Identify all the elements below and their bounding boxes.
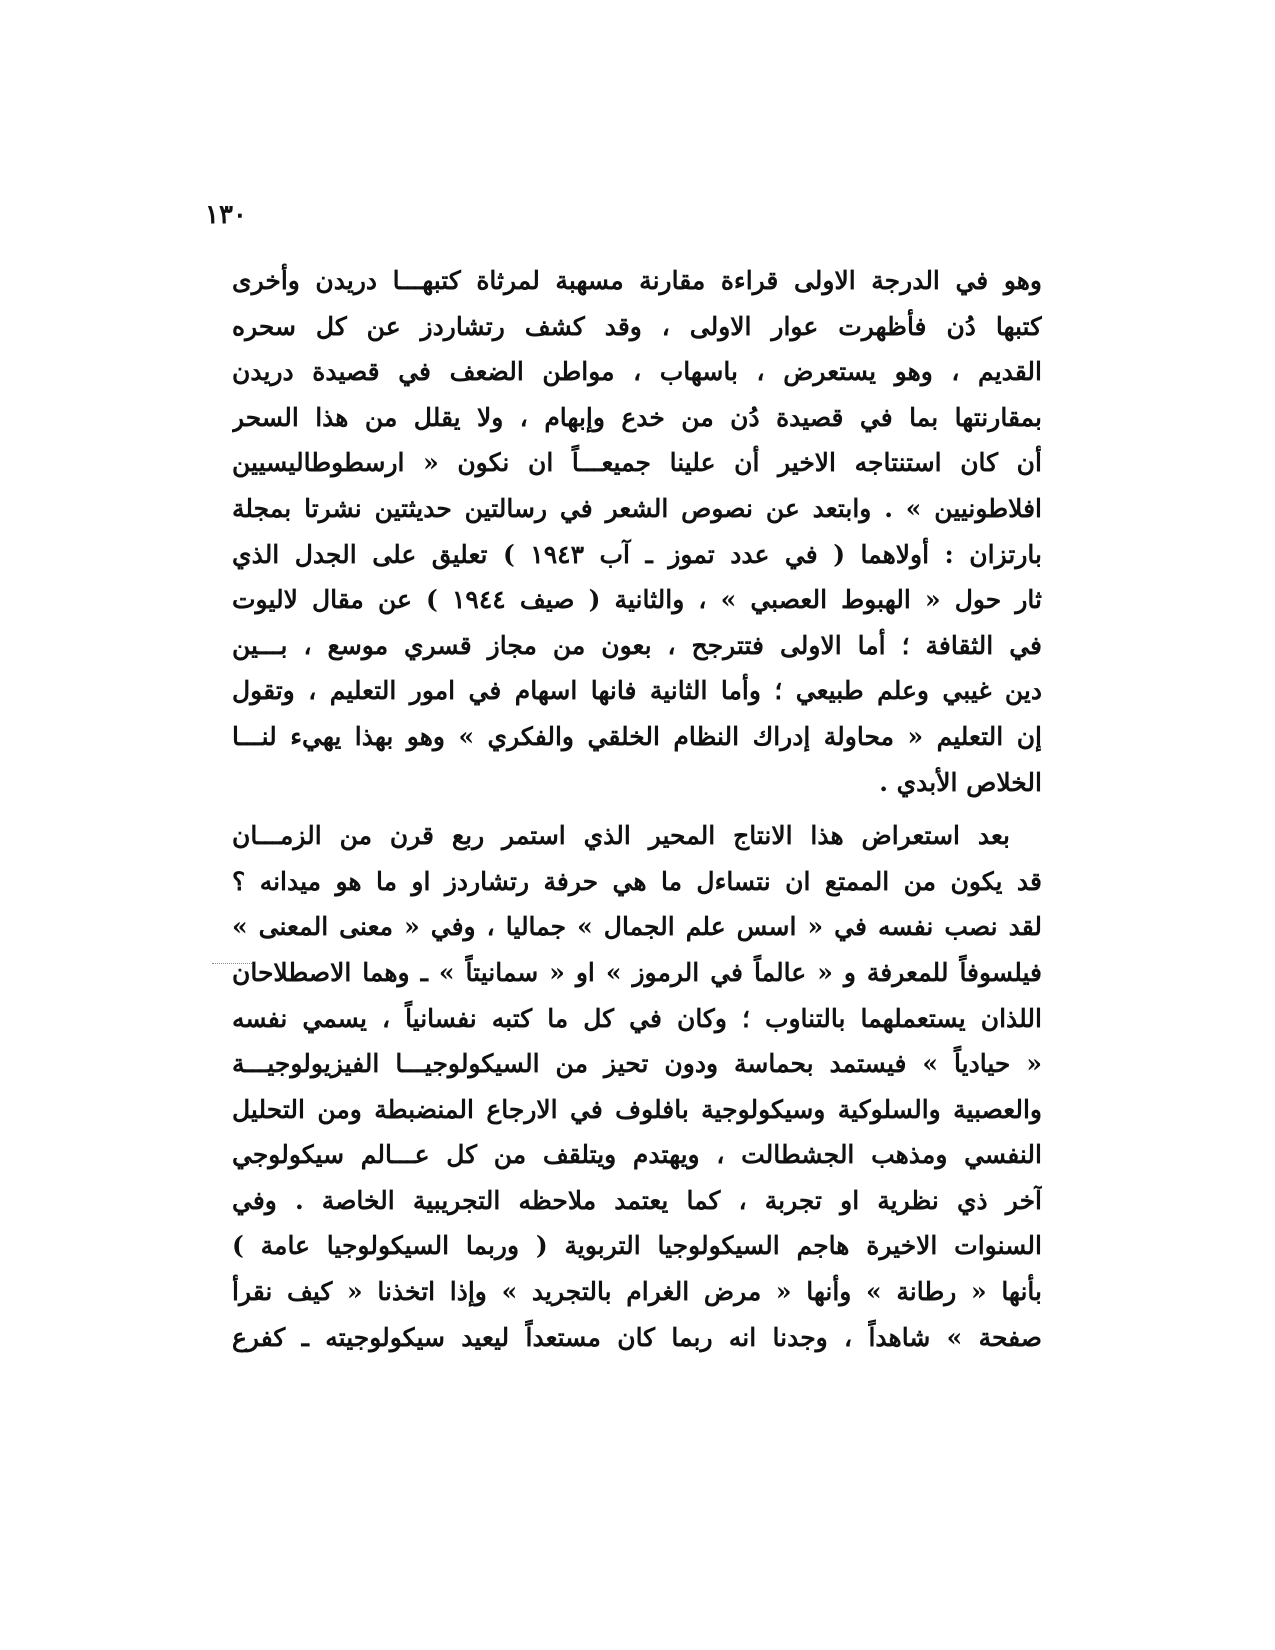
- text-line: أن كان استنتاجه الاخير أن علينا جميعـــاً ان نكون « ارسطوطاليسيين: [232, 448, 1042, 478]
- text-line: الخلاص الأبدي .: [879, 767, 1042, 797]
- text-line: ثار حول « الهبوط العصبي » ، والثانية ( صيف ١٩٤٤ ) عن مقال لاليوت: [232, 585, 1042, 615]
- page-number: ١٣٠: [205, 200, 247, 230]
- text-line: « حيادياً » فيستمد بحماسة ودون تحيز من السيكولوجيـــا الفيزيولوجيـــة: [232, 1049, 1042, 1079]
- text-line: النفسي ومذهب الجشطالت ، ويهتدم ويتلقف من كل عـــالم سيكولوجي: [232, 1140, 1042, 1170]
- body-text: [232, 258, 1042, 1360]
- text-line: إن التعليم « محاولة إدراك النظام الخلقي والفكري » وهو بهذا يهيء لنـــا: [232, 721, 1042, 751]
- text-line: وهو في الدرجة الاولى قراءة مقارنة مسهبة لمرثاة كتبهـــا دريدن وأخرى: [232, 266, 1042, 295]
- paragraph-2: [232, 813, 1042, 1360]
- text-line: آخر ذي نظرية او تجربة ، كما يعتمد ملاحظه التجريبية الخاصة . وفي: [232, 1185, 1042, 1215]
- text-line: بعد استعراض هذا الانتاج المحير الذي استمر ربع قرن من الزمـــان: [232, 821, 1010, 851]
- text-line: قد يكون من الممتع ان نتساءل ما هي حرفة رتشاردز او ما هو ميدانه ؟: [232, 866, 1042, 896]
- scan-artifact: [212, 963, 252, 965]
- text-line: فيلسوفاً للمعرفة و « عالماً في الرموز » او « سمانيتاً » ـ وهما الاصطلاحان: [232, 957, 1042, 987]
- text-line: دين غيبي وعلم طبيعي ؛ وأما الثانية فانها اسهام في امور التعليم ، وتقول: [232, 676, 1042, 706]
- text-line: لقد نصب نفسه في « اسس علم الجمال » جماليا ، وفي « معنى المعنى »: [232, 912, 1042, 942]
- text-line: بمقارنتها بما في قصيدة دُن من خدع وإبهام ، ولا يقلل من هذا السحر: [232, 402, 1042, 432]
- paragraph-1: [232, 258, 1042, 805]
- text-line: كتبها دُن فأظهرت عوار الاولى ، وقد كشف رتشاردز عن كل سحره: [232, 311, 1042, 341]
- text-line: بارتزان : أولاهما ( في عدد تموز ـ آب ١٩٤٣ ) تعليق على الجدل الذي: [232, 539, 1042, 569]
- text-line: اللذان يستعملهما بالتناوب ؛ وكان في كل ما كتبه نفسانياً ، يسمي نفسه: [232, 1003, 1042, 1033]
- text-line: في الثقافة ؛ أما الاولى فتترجح ، بعون من مجاز قسري موسع ، بـــين: [232, 630, 1042, 660]
- text-line: والعصبية والسلوكية وسيكولوجية بافلوف في الارجاع المنضبطة ومن التحليل: [232, 1094, 1042, 1124]
- text-line: صفحة » شاهداً ، وجدنا انه ربما كان مستعداً ليعيد سيكولوجيته ـ كفرع: [232, 1322, 1042, 1352]
- text-line: افلاطونيين » . وابتعد عن نصوص الشعر في رسالتين حديثتين نشرتا بمجلة: [232, 493, 1042, 523]
- text-line: السنوات الاخيرة هاجم السيكولوجيا التربوية ( وربما السيكولوجيا عامة ): [232, 1231, 1042, 1261]
- text-line: بأنها « رطانة » وأنها « مرض الغرام بالتجريد » وإذا اتخذنا « كيف نقرأ: [232, 1277, 1042, 1307]
- text-line: القديم ، وهو يستعرض ، باسهاب ، مواطن الضعف في قصيدة دريدن: [232, 357, 1042, 387]
